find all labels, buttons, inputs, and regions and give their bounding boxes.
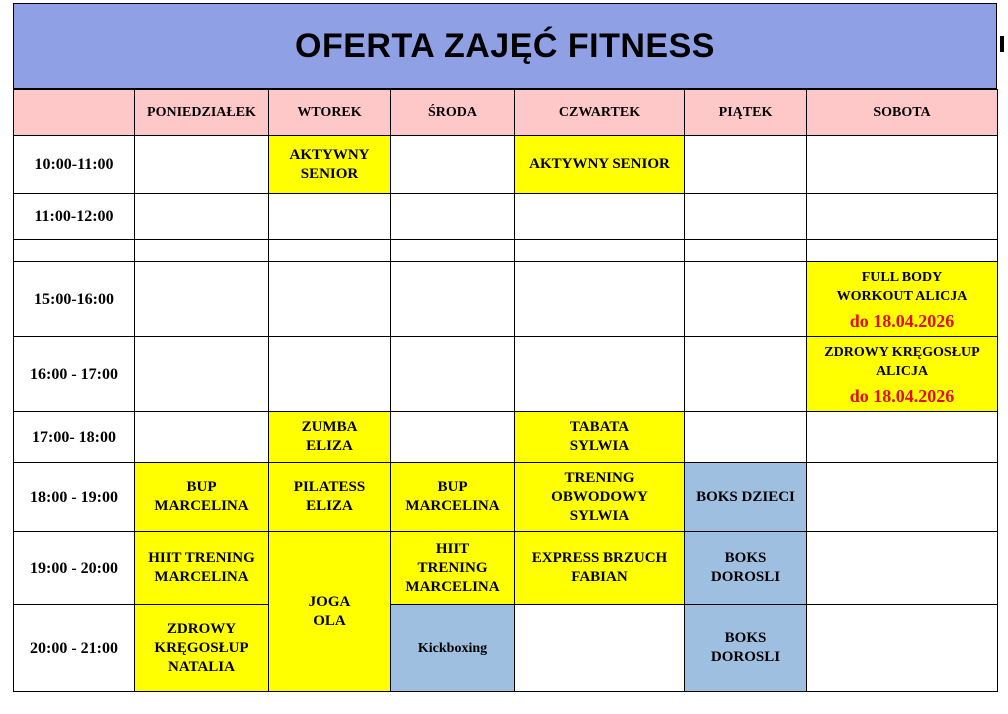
class-name: ZUMBA <box>301 419 358 435</box>
class-cell <box>269 136 391 194</box>
class-name: MARCELINA <box>154 569 249 585</box>
time-cell: 17:00- 18:00 <box>14 412 135 463</box>
class-name: Kickboxing <box>417 640 488 656</box>
class-name: DOROSLI <box>710 569 781 585</box>
empty-cell <box>685 194 807 240</box>
empty-cell <box>807 194 998 240</box>
class-name: BUP <box>437 479 468 495</box>
class-cell <box>269 463 391 532</box>
class-cell <box>269 412 391 463</box>
header-day: CZWARTEK <box>515 90 685 136</box>
class-name: NATALIA <box>168 658 235 675</box>
empty-cell <box>391 412 515 463</box>
class-name: SYLWIA <box>569 438 630 454</box>
class-name: BOKS DZIECI <box>696 488 795 505</box>
time-cell: 10:00-11:00 <box>14 136 135 194</box>
empty-cell <box>135 337 269 412</box>
class-name: TRENING <box>564 469 635 486</box>
class-cell <box>135 532 269 605</box>
empty-cell <box>135 240 269 262</box>
table-row <box>14 412 998 463</box>
empty-cell <box>807 463 998 532</box>
time-cell: 19:00 - 20:00 <box>14 532 135 605</box>
empty-cell <box>515 240 685 262</box>
empty-cell <box>685 412 807 463</box>
header-day: PONIEDZIAŁEK <box>135 90 269 136</box>
class-name: JOGA <box>308 593 351 610</box>
class-cell <box>685 463 807 532</box>
time-cell: 15:00-16:00 <box>14 262 135 337</box>
empty-cell <box>685 240 807 262</box>
empty-cell <box>135 194 269 240</box>
class-cell <box>807 337 998 412</box>
empty-cell <box>391 337 515 412</box>
empty-cell <box>515 262 685 337</box>
empty-cell <box>515 337 685 412</box>
empty-cell <box>807 532 998 605</box>
empty-cell <box>269 262 391 337</box>
empty-cell <box>135 262 269 337</box>
class-name: FULL BODY <box>861 269 943 285</box>
empty-cell <box>135 412 269 463</box>
empty-cell <box>269 194 391 240</box>
empty-cell <box>391 240 515 262</box>
class-cell <box>685 532 807 605</box>
header-day: PIĄTEK <box>685 90 807 136</box>
class-end-date: do 18.04.2026 <box>849 310 955 331</box>
empty-cell <box>391 136 515 194</box>
class-name: SENIOR <box>300 165 359 182</box>
class-name: TABATA <box>569 419 630 435</box>
class-name: MARCELINA <box>405 498 500 514</box>
class-name: OLA <box>313 612 346 629</box>
table-row <box>14 605 998 692</box>
class-name: ZDROWY <box>166 620 237 637</box>
empty-cell <box>807 605 998 692</box>
header-row <box>14 90 998 136</box>
header-day: WTOREK <box>269 90 391 136</box>
class-name: KRĘGOSŁUP <box>154 639 249 656</box>
time-cell: 18:00 - 19:00 <box>14 463 135 532</box>
empty-cell <box>685 136 807 194</box>
empty-cell <box>685 337 807 412</box>
class-cell <box>515 136 685 194</box>
class-name: WORKOUT ALICJA <box>836 288 968 304</box>
class-cell <box>515 463 685 532</box>
schedule-table <box>13 89 998 692</box>
class-cell <box>135 463 269 532</box>
class-cell <box>391 463 515 532</box>
class-cell <box>515 412 685 463</box>
class-name: AKTYWNY SENIOR <box>529 156 670 172</box>
class-name: HIIT <box>435 540 470 557</box>
class-cell <box>269 532 391 692</box>
class-cell <box>391 605 515 692</box>
table-row-spacer <box>14 240 998 262</box>
table-row <box>14 532 998 605</box>
class-name: ALICJA <box>875 363 929 379</box>
table-row <box>14 194 998 240</box>
class-name: HIIT TRENING <box>148 550 255 566</box>
empty-cell <box>269 240 391 262</box>
class-name: FABIAN <box>571 569 628 585</box>
class-name: OBWODOWY <box>551 488 648 505</box>
class-cell <box>515 532 685 605</box>
class-end-date: do 18.04.2026 <box>849 385 955 406</box>
class-cell <box>807 262 998 337</box>
class-name: DOROSLI <box>710 649 781 665</box>
class-name: SYLWIA <box>569 507 630 524</box>
class-name: EXPRESS BRZUCH <box>531 550 668 566</box>
empty-cell <box>807 136 998 194</box>
empty-cell <box>391 262 515 337</box>
class-name: ZDROWY KRĘGOSŁUP <box>824 344 980 360</box>
class-name: AKTYWNY <box>289 146 370 163</box>
table-row <box>14 262 998 337</box>
empty-cell <box>515 194 685 240</box>
header-corner <box>14 90 135 136</box>
table-row <box>14 136 998 194</box>
class-name: BOKS <box>724 630 767 646</box>
class-name: BUP <box>186 479 217 495</box>
empty-cell <box>391 194 515 240</box>
class-cell <box>391 532 515 605</box>
empty-cell <box>807 412 998 463</box>
class-cell <box>135 605 269 692</box>
time-cell: 16:00 - 17:00 <box>14 337 135 412</box>
class-name: ELIZA <box>306 498 353 514</box>
time-cell: 11:00-12:00 <box>14 194 135 240</box>
edge-mark <box>1000 36 1004 52</box>
class-name: MARCELINA <box>154 498 249 514</box>
class-name: TRENING <box>417 559 488 576</box>
class-name: ELIZA <box>306 438 353 454</box>
class-name: BOKS <box>724 550 767 566</box>
empty-cell <box>685 262 807 337</box>
table-row <box>14 337 998 412</box>
empty-cell <box>807 240 998 262</box>
page-title: OFERTA ZAJĘĆ FITNESS <box>295 26 715 65</box>
empty-cell <box>135 136 269 194</box>
time-cell <box>14 240 135 262</box>
empty-cell <box>515 605 685 692</box>
page-title-banner <box>13 3 997 89</box>
header-day: SOBOTA <box>807 90 998 136</box>
table-row <box>14 463 998 532</box>
time-cell: 20:00 - 21:00 <box>14 605 135 692</box>
empty-cell <box>269 337 391 412</box>
class-cell <box>685 605 807 692</box>
class-name: PILATESS <box>293 479 366 495</box>
class-name: MARCELINA <box>405 578 500 595</box>
header-day: ŚRODA <box>391 90 515 136</box>
